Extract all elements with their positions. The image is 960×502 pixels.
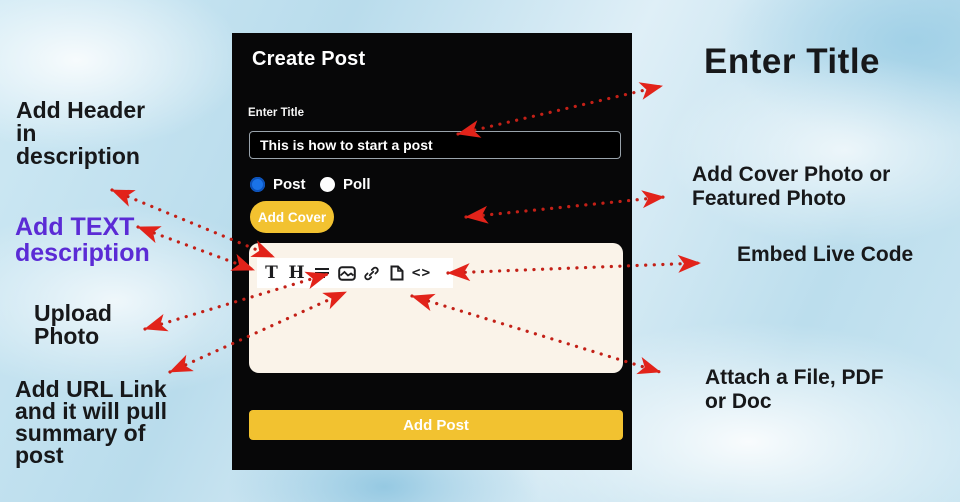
annotation-add-cover-photo [692, 163, 890, 211]
header-icon[interactable]: H [288, 263, 305, 283]
file-icon[interactable] [384, 259, 409, 287]
text-icon[interactable]: T [265, 263, 278, 283]
annotation-add-url-link [15, 378, 167, 466]
annotation-text: Add Cover Photo or [692, 163, 891, 186]
annotation-enter-title [704, 42, 880, 82]
annotation-text: Upload [34, 300, 112, 326]
annotation-text: Enter Title [704, 42, 881, 81]
annotation-text: summary of [15, 420, 146, 446]
annotation-text: and it will pull [15, 398, 168, 424]
panel-title: Create Post [252, 48, 366, 70]
annotation-text: in [16, 120, 37, 146]
annotation-text: Attach a File, PDF [705, 366, 884, 389]
annotation-add-text-description [15, 214, 150, 266]
poll-radio[interactable] [320, 177, 335, 192]
annotation-add-header [16, 99, 145, 168]
add-post-button[interactable]: Add Post [249, 410, 623, 440]
annotation-text: Add Header [16, 97, 146, 123]
link-icon[interactable] [359, 259, 384, 287]
editor-toolbar [257, 258, 453, 288]
title-input[interactable] [249, 131, 621, 159]
poll-radio-label: Poll [343, 176, 371, 193]
annotation-text: Add TEXT [15, 213, 135, 241]
annotation-embed-live-code [737, 243, 913, 267]
create-post-panel [232, 33, 632, 470]
image-icon[interactable] [334, 259, 359, 287]
enter-title-field-label: Enter Title [248, 107, 305, 119]
post-radio-label: Post [273, 176, 306, 193]
post-radio[interactable] [250, 177, 265, 192]
annotation-text: or Doc [705, 390, 772, 413]
annotation-text: description [15, 239, 150, 267]
annotation-text: Embed Live Code [737, 243, 914, 266]
annotation-attach-file [705, 366, 884, 414]
description-editor[interactable] [249, 243, 623, 373]
annotation-upload-photo [34, 302, 112, 348]
annotation-text: Featured Photo [692, 187, 847, 210]
annotation-text: post [15, 442, 64, 468]
annotation-text: Add URL Link [15, 376, 167, 402]
annotation-text: Photo [34, 323, 100, 349]
align-lines-icon[interactable] [309, 259, 334, 287]
annotation-text: description [16, 143, 140, 169]
code-icon[interactable]: <> [411, 265, 432, 281]
add-cover-button[interactable]: Add Cover [250, 201, 334, 233]
